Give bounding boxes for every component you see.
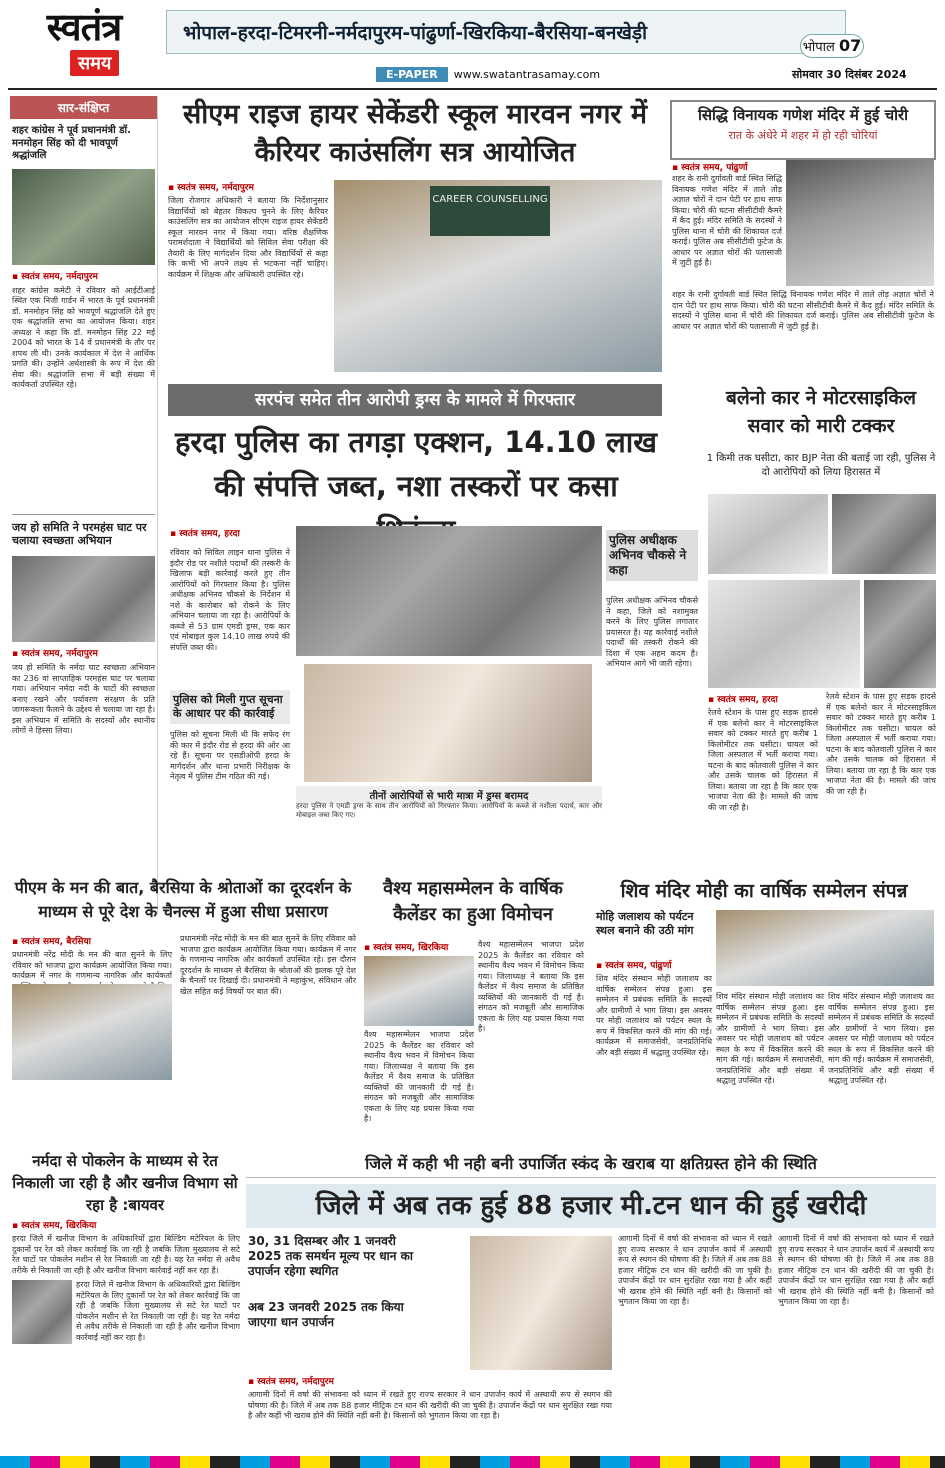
story9-subhead1: 30, 31 दिसम्बर और 1 जनवरी 2025 तक समर्थन मूल्य पर धान का उपार्जन रहेगा स्थगित bbox=[248, 1234, 413, 1278]
story8-headline: नर्मदा से पोकलेन के माध्यम से रेत निकाली जा रही है और खनीज विभाग सो रहा है :बायवर bbox=[12, 1152, 238, 1214]
story9-text-col3: आगामी दिनों में वर्षा की संभावना को ध्यान में रखते हुए राज्य सरकार ने धान उपार्जन कार्य में अस्थायी रूप से स्थगन की घोषणा की है। जिले में अब तक 88 हजार मीट्रिक टन धान की खरीदी की जा चुकी है। उपार्जन केंद्रों पर धान सुरक्षित रखा गया है और कहीं भी खराब होने की स्थिति नहीं बनी है। किसानों को भुगतान किया जा रहा है। bbox=[778, 1234, 934, 1306]
story8-portrait bbox=[12, 1280, 72, 1344]
story8-text-top: हरदा जिले में खनीज विभाग के अधिकारियों द्वारा बिल्डिंग मटेरियल के लिए दुकानों पर रेत को लेकर कार्रवाई कि जा रही है जबकि जिला मुख्यालय से सटे रेत घाटों पर पोकलेन मशीन से रेत निकाली जा रही है। यह रेत नर्मदा से अवैध तरीके से निकाली जा रही है और खनीज विभाग कार्रवाई नहीं कर रहा है। bbox=[12, 1234, 240, 1275]
color-registration-strip bbox=[0, 1456, 945, 1468]
sidebar bbox=[10, 96, 158, 914]
story3-group-photo bbox=[296, 526, 602, 656]
masthead-logo bbox=[8, 6, 160, 86]
sidebar-story1-photo bbox=[12, 169, 155, 265]
edition-label: भोपाल bbox=[802, 40, 835, 55]
story2-headline-box bbox=[670, 100, 936, 160]
story3-side-text: पुलिस अधीक्षक अभिनव चौकसे ने कहा, जिले को नशामुक्त करने के लिए पुलिस लगातार प्रयासरत है। यह कार्रवाई नशीले पदार्थों की तस्करी रोकने की दिशा में एक अहम कदम है। अभियान आगे भी जारी रहेगा। bbox=[606, 596, 698, 668]
story7-text-col3: शिव मंदिर संस्थान मोही जलाशय का वार्षिक सम्मेलन संपन्न हुआ। इस सम्मेलन में प्रबंधक समिति के सदस्यों और ग्रामीणों ने भाग लिया। इस अवसर पर मोही जलाशय को पर्यटन स्थल के रूप में विकसित करने की मांग की गई। कार्यक्रम में समाजसेवी, जनप्रतिनिधि और बड़ी संख्या में श्रद्धालु उपस्थित रहे। bbox=[828, 992, 934, 1085]
story7-text-col1: शिव मंदिर संस्थान मोही जलाशय का वार्षिक सम्मेलन संपन्न हुआ। इस सम्मेलन में प्रबंधक समिति के सदस्यों और ग्रामीणों ने भाग लिया। इस अवसर पर मोही जलाशय को पर्यटन स्थल के रूप में विकसित करने की मांग की गई। कार्यक्रम में समाजसेवी, जनप्रतिनिधि और बड़ी संख्या में श्रद्धालु उपस्थित रहे। bbox=[596, 974, 712, 1057]
story9-kicker: जिले में कही भी नही बनी उपार्जित स्कंद के खराब या क्षतिग्रस्त होने की स्थिति bbox=[246, 1150, 936, 1178]
story2-subhead: रात के अंधेरे में शहर में हो रही चोरियां bbox=[728, 128, 878, 142]
story1-headline-box bbox=[168, 96, 662, 176]
epaper-label: E-PAPER bbox=[376, 67, 448, 82]
story5-byline: ▪ स्वतंत्र समय, बैरसिया bbox=[12, 934, 172, 947]
story5-headline: पीएम के मन की बात, बैरसिया के श्रोताओं का दूरदर्शन के माध्यम से पूरे देश के चैनल्स में हुआ सीधा प्रसारण bbox=[14, 878, 352, 921]
story9-subhead2: अब 23 जनवरी 2025 तक किया जाएगा धान उपार्जन bbox=[248, 1300, 404, 1329]
story3-photo-caption: तीनों आरोपियों से भारी मात्रा में ड्रग्स बरामद bbox=[296, 786, 602, 804]
story9-headline: जिले में अब तक हुई 88 हजार मी.टन धान की हुई खरीदी bbox=[246, 1184, 936, 1228]
story1-byline: ▪ स्वतंत्र समय, नर्मदापुरम bbox=[168, 180, 328, 193]
story9-portrait bbox=[470, 1236, 612, 1370]
story4-text-col1: रेलवे स्टेशन के पास हुए सड़क हादसे में एक बलेनो कार ने मोटरसाइकिल सवार को टक्कर मारते हुए करीब 1 किलोमीटर तक घसीटा। घायल को जिला अस्पताल में भर्ती कराया गया। घटना के बाद कोतवाली पुलिस ने कार और उसके चालक को हिरासत में लिया। बताया जा रहा है कि कार एक भाजपा नेता की है। मामले की जांच की जा रही है। bbox=[708, 708, 818, 812]
story5-photo bbox=[12, 984, 172, 1080]
header-rule bbox=[8, 88, 937, 90]
story7-headline: शिव मंदिर मोही का वार्षिक सम्मेलन संपन्न bbox=[620, 880, 908, 902]
story9-byline: ▪ स्वतंत्र समय, नर्मदापुरम bbox=[248, 1374, 448, 1387]
story5-text-col1: प्रधानमंत्री नरेंद्र मोदी के मन की बात सुनने के लिए रविवार को भाजपा द्वारा कार्यक्रम आयोजित किया गया। कार्यक्रम में नगर के गणमान्य नागरिक और कार्यकर्ता bbox=[12, 950, 172, 980]
story4-text-col2: रेलवे स्टेशन के पास हुए सड़क हादसे में एक बलेनो कार ने मोटरसाइकिल सवार को टक्कर मारते हुए करीब 1 किलोमीटर तक घसीटा। घायल को जिला अस्पताल में भर्ती कराया गया। घटना के बाद कोतवाली पुलिस ने कार और उसके चालक को हिरासत में लिया। बताया जा रहा है कि कार एक भाजपा नेता की है। मामले की जांच की जा रही है। bbox=[826, 692, 936, 796]
story3-accused-photo bbox=[304, 664, 592, 782]
story4-headline: बलेनो कार ने मोटरसाइकिल सवार को मारी टक्कर bbox=[726, 387, 916, 437]
story9-text-col1: आगामी दिनों में वर्षा की संभावना को ध्यान में रखते हुए राज्य सरकार ने धान उपार्जन कार्य में अस्थायी रूप से स्थगन की घोषणा की है। जिले में अब तक 88 हजार मीट्रिक टन धान की खरीदी की जा चुकी है। उपार्जन केंद्रों पर धान सुरक्षित रखा गया है और कहीं भी खराब होने की स्थिति नहीं बनी है। किसानों को भुगतान किया जा रहा है। bbox=[248, 1390, 612, 1420]
story1-photo bbox=[334, 180, 662, 372]
story4-subhead: 1 किमी तक घसीटा, कार BJP नेता की बताई जा रही, पुलिस ने दो आरोपियों को लिया हिरासत में bbox=[706, 453, 936, 478]
story7-byline: ▪ स्वतंत्र समय, पांढुर्णा bbox=[596, 958, 712, 971]
story7-photo bbox=[716, 910, 934, 986]
sidebar-story2-headline: जय हो समिति ने परमहंस घाट पर चलाया स्वच्छता अभियान bbox=[12, 514, 155, 549]
sidebar-story2-byline: ▪ स्वतंत्र समय, नर्मदापुरम bbox=[12, 646, 155, 659]
story8-byline: ▪ स्वतंत्र समय, खिरकिया bbox=[12, 1218, 240, 1231]
logo-line2: समय bbox=[70, 50, 119, 76]
story3-subtext: पुलिस को सूचना मिली थी कि सफेद रंग की कार में इंदौर रोड से हरदा की ओर आ रहे हैं। सूचना पर एसडीओपी हरदा के मार्गदर्शन और थाना प्रभारी निरीक्षक के नेतृत्व में पुलिस टीम गठित की गई। bbox=[170, 730, 290, 781]
story3-headline: हरदा पुलिस का तगड़ा एक्शन, 14.10 लाख की संपत्ति जब्त, नशा तस्करों पर कसा bbox=[174, 425, 658, 503]
page-number: 07 bbox=[838, 36, 862, 55]
story3-small-caption: हरदा पुलिस ने एमडी ड्रग्स के साथ तीन आरोपियों को गिरफ्तार किया। आरोपियों के कब्जे से नशीला पदार्थ, कार और मोबाइल जब्त किए गए। bbox=[296, 802, 602, 819]
sidebar-story1-byline: ▪ स्वतंत्र समय, नर्मदापुरम bbox=[12, 269, 155, 282]
story4-photo-bike bbox=[832, 494, 936, 574]
story6-text-col2: वैश्य महासम्मेलन भाजपा प्रदेश 2025 के कैलेंडर का रविवार को स्थानीय वैश्य भवन में विमोचन किया गया। जिलाध्यक्ष ने बताया कि इस कैलेंडर में वैश्य समाज के प्रतिष्ठित व्यक्तियों की जानकारी दी गई है। संगठन को मजबूती और सामाजिक एकता के लिए यह प्रयास किया गया है। bbox=[478, 940, 584, 1033]
story3-subhead: पुलिस को मिली गुप्त सूचना के आधार पर की कार्रवाई bbox=[170, 690, 290, 724]
story6-byline: ▪ स्वतंत्र समय, खिरकिया bbox=[364, 940, 474, 953]
sidebar-story2-photo bbox=[12, 556, 155, 642]
story3-kicker: सरपंच समेत तीन आरोपी ड्रग्स के मामले में गिरफ्तार bbox=[168, 384, 662, 416]
story3-text: रविवार को सिविल लाइन थाना पुलिस ने इंदौर रोड पर नशीले पदार्थों की तस्करी के खिलाफ बड़ी कार्रवाई करते हुए तीन आरोपियों को गिरफ्तार किया है। पुलिस अधीक्षक अभिनव चौकसे के निर्देशन में नशे के कारोबार को रोकने के लिए अभियान चलाया जा रहा है। आरोपियों के कब्जे से 53 ग्राम एमडी ड्रग्स, एक कार एवं मोबाइल कुल 14.10 लाख रुपये की संपत्ति जब्त की। bbox=[170, 548, 290, 652]
story8-text-bottom: हरदा जिले में खनीज विभाग के अधिकारियों द्वारा बिल्डिंग मटेरियल के लिए दुकानों पर रेत को लेकर कार्रवाई कि जा रही है जबकि जिला मुख्यालय से सटे रेत घाटों पर पोकलेन मशीन से रेत निकाली जा रही है। यह रेत नर्मदा से अवैध तरीके से निकाली जा रही है और खनीज विभाग कार्रवाई नहीं कर रहा है। bbox=[76, 1280, 240, 1342]
city-banner bbox=[166, 10, 846, 54]
sidebar-title: सार-संक्षिप्त bbox=[10, 96, 157, 119]
story2-text-bottom: शहर के रानी दुर्गावती वार्ड स्थित सिद्धि विनायक गणेश मंदिर में ताले तोड़ अज्ञात चोरों ने दान पेटी पर हाथ साफ किया। चोरी की घटना सीसीटीवी कैमरे में कैद हुई। मंदिर समिति के सदस्यों ने पुलिस थाना में चोरी की शिकायत दर्ज कराई। पुलिस अब सीसीटीवी फुटेज के आधार पर अज्ञात चोरों की पतासाजी में जुटी हुई है। bbox=[672, 290, 934, 331]
page-badge bbox=[800, 34, 864, 58]
story1-text: जिला रोजगार अधिकारी ने बताया कि निर्देशानुसार विद्यार्थियों को बेहतर विकल्प चुनने के लिए कैरियर काउंसलिंग सत्र का आयोजन सीएम राइज हायर सेकेंडरी स्कूल मारवन नगर में किया गया। वरिष्ठ शैक्षणिक परामर्शदाता ने विद्यार्थियों को सिविल सेवा परीक्षा की तैयारी के लिए मार्गदर्शन दिया और विद्यार्थियों से कहा कि कभी भी अपने लक्ष्य से भटकना नहीं चाहिए। कार्यक्रम में शिक्षक और अधिकारी उपस्थित रहे। bbox=[168, 196, 328, 279]
story2-text-top: शहर के रानी दुर्गावती वार्ड स्थित सिद्धि विनायक गणेश मंदिर में ताले तोड़ अज्ञात चोरों ने दान पेटी पर हाथ साफ किया। चोरी की घटना सीसीटीवी कैमरे में कैद हुई। मंदिर समिति के सदस्यों ने पुलिस थाना में चोरी की शिकायत दर्ज कराई। पुलिस अब सीसीटीवी फुटेज के आधार पर अज्ञात चोरों की पतासाजी में जुटी हुई है। bbox=[672, 174, 782, 267]
story4-photo-damage bbox=[708, 494, 828, 574]
story2-headline: सिद्धि विनायक गणेश मंदिर में हुई चोरी bbox=[697, 106, 909, 124]
city-list: भोपाल-हरदा-टिमरनी-नर्मदापुरम-पांढुर्णा-खिरकिया-बैरसिया-बनखेड़ी bbox=[183, 22, 647, 44]
epaper-bar bbox=[376, 66, 846, 84]
story4-photo-scene bbox=[864, 580, 936, 688]
sidebar-story1-text: शहर कांग्रेस कमेटी ने रविवार को आईटीआई स्थित एक निजी गार्डन में भारत के पूर्व प्रधानमंत्री डॉ. मनमोहन सिंह को भावपूर्ण श्रद्धांजलि देते हुए एक श्रद्धांजलि सभा का आयोजन किया। शहर अध्यक्ष ने कहा कि डॉ. मनमोहन सिंह 22 मई 2004 को भारत के 14 वें प्रधानमंत्री के तौर पर शपथ ली थी। उनके कार्यकाल में देश ने आर्थिक प्रगति की। उन्होंने अर्थशास्त्री के रूप में देश की सेवा की। श्रद्धांजलि सभा में बड़ी संख्या में कार्यकर्ता उपस्थित रहे। bbox=[12, 285, 155, 389]
story4-byline: ▪ स्वतंत्र समय, हरदा bbox=[708, 692, 818, 705]
story6-headline: वैश्य महासम्मेलन के वार्षिक कैलेंडर का हुआ विमोचन bbox=[383, 878, 563, 925]
story4-photo-car bbox=[708, 580, 860, 688]
story1-headline: सीएम राइज हायर सेकेंडरी स्कूल मारवन नगर में कैरियर काउंसलिंग सत्र आयोजित bbox=[182, 99, 648, 168]
site-url[interactable]: www.swatantrasamay.com bbox=[453, 68, 601, 81]
sidebar-story2-text: जय हो समिति के नर्मदा घाट स्वच्छता अभियान का 236 वां साप्ताहिक परमहंस घाट पर चलाया गया। अभियान नर्मदा नदी के घाटों की स्वच्छता बनाए रखने और पर्यावरण संरक्षण के प्रति जागरूकता फैलाने के उद्देश्य से चलाया जा रहा है। इस अभियान में समिति के सदस्यों और स्थानीय लोगों ने हिस्सा लिया। bbox=[12, 663, 155, 735]
story2-byline: ▪ स्वतंत्र समय, पांढुर्णा bbox=[672, 160, 782, 173]
sidebar-story1-headline: शहर कांग्रेस ने पूर्व प्रधानमंत्री डॉ. मनमोहन सिंह को दी भावपूर्ण श्रद्धांजलि bbox=[12, 125, 131, 161]
story7-subhead: मोहि जलाशय को पर्यटन स्थल बनाने की उठी मांग bbox=[596, 910, 694, 937]
story6-photo bbox=[364, 956, 474, 1026]
story5-text-col2: प्रधानमंत्री नरेंद्र मोदी के मन की बात सुनने के लिए रविवार को भाजपा द्वारा कार्यक्रम आयोजित किया गया। कार्यक्रम में नगर के गणमान्य नागरिक और कार्यकर्ता उपस्थित रहे। इस दौरान दूरदर्शन के माध्यम से बैरसिया के श्रोताओं की झलक पूरे देश के चैनलों पर दिखाई दी। प्रधानमंत्री ने महाकुंभ, संविधान और खेल सहित कई विषयों पर बात की। bbox=[180, 934, 356, 996]
story3-side-headline: पुलिस अधीक्षक अभिनव चौकसे ने कहा bbox=[606, 530, 698, 581]
career-board: CAREER COUNSELLING bbox=[430, 186, 550, 236]
logo-line1: स्वतंत्र bbox=[46, 4, 122, 49]
story7-text-col2: शिव मंदिर संस्थान मोही जलाशय का वार्षिक सम्मेलन संपन्न हुआ। इस सम्मेलन में प्रबंधक समिति के सदस्यों और ग्रामीणों ने भाग लिया। इस अवसर पर मोही जलाशय को पर्यटन स्थल के रूप में विकसित करने की मांग की गई। कार्यक्रम में समाजसेवी, जनप्रतिनिधि और बड़ी संख्या में श्रद्धालु उपस्थित रहे। bbox=[716, 992, 824, 1085]
issue-date: सोमवार 30 दिसंबर 2024 bbox=[792, 68, 907, 81]
story2-cctv-photo bbox=[786, 160, 934, 286]
story3-byline: ▪ स्वतंत्र समय, हरदा bbox=[170, 526, 290, 539]
story9-text-col2: आगामी दिनों में वर्षा की संभावना को ध्यान में रखते हुए राज्य सरकार ने धान उपार्जन कार्य में अस्थायी रूप से स्थगन की घोषणा की है। जिले में अब तक 88 हजार मीट्रिक टन धान की खरीदी की जा चुकी है। उपार्जन केंद्रों पर धान सुरक्षित रखा गया है और कहीं भी खराब होने की स्थिति नहीं बनी है। किसानों को भुगतान किया जा रहा है। bbox=[618, 1234, 772, 1306]
story6-text-col1: वैश्य महासम्मेलन भाजपा प्रदेश 2025 के कैलेंडर का रविवार को स्थानीय वैश्य भवन में विमोचन किया गया। जिलाध्यक्ष ने बताया कि इस कैलेंडर में वैश्य समाज के प्रतिष्ठित व्यक्तियों की जानकारी दी गई है। संगठन को मजबूती और सामाजिक एकता के लिए यह प्रयास किया गया है। bbox=[364, 1030, 474, 1123]
